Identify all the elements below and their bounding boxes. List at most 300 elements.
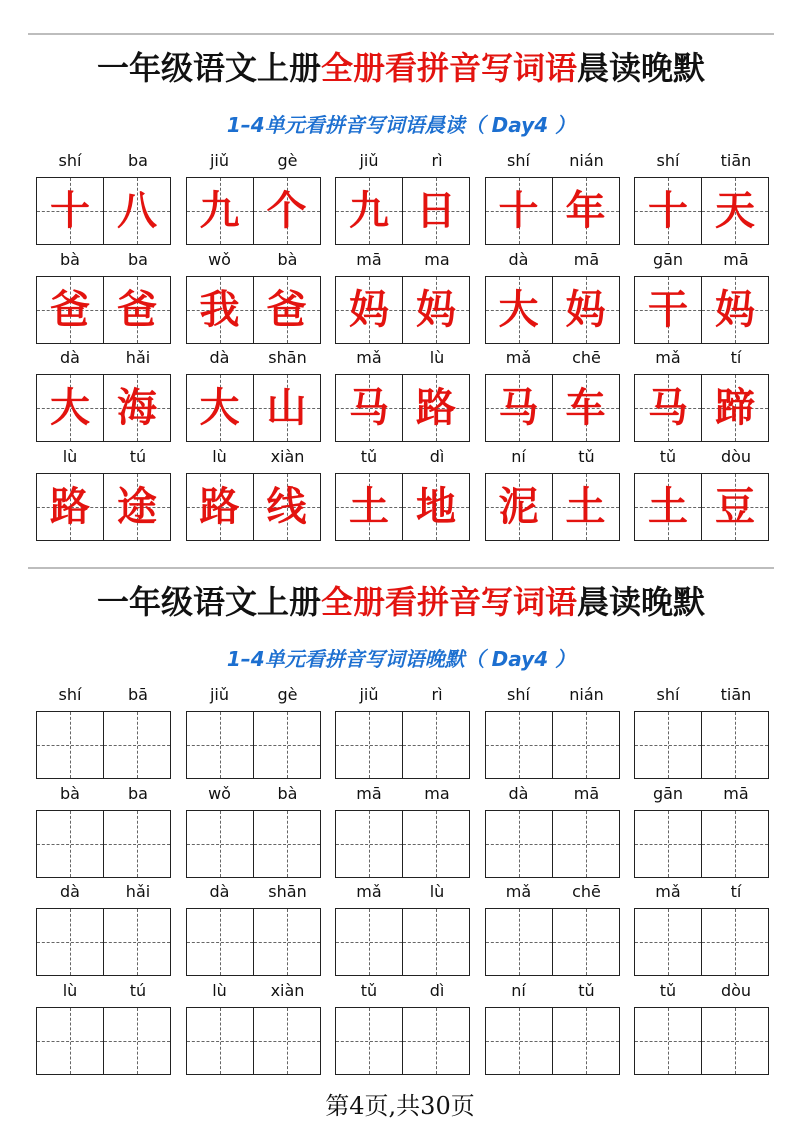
tianzi-cell[interactable] <box>186 810 254 878</box>
tianzi-cell[interactable] <box>103 908 171 976</box>
pinyin: dòu <box>720 980 752 1000</box>
tianzi-cell <box>36 374 104 442</box>
word-item <box>186 150 322 248</box>
pinyin: chē <box>572 882 601 901</box>
tianzi-cell <box>634 276 702 344</box>
pinyin-line <box>335 347 471 369</box>
hanzi <box>254 811 320 877</box>
pinyin: mā <box>573 249 600 269</box>
word-item <box>36 783 172 881</box>
pinyin-line <box>485 980 621 1002</box>
tianzi-boxes <box>335 374 471 442</box>
tianzi-cell[interactable] <box>701 1007 769 1075</box>
tianzi-boxes <box>335 177 471 245</box>
tianzi-cell <box>634 374 702 442</box>
pinyin: chē <box>572 348 601 367</box>
pinyin-line <box>485 783 621 805</box>
hanzi <box>104 909 170 975</box>
hanzi <box>403 909 469 975</box>
word-item <box>634 347 770 445</box>
tianzi-cell <box>335 276 403 344</box>
hanzi <box>336 909 402 975</box>
tianzi-cell <box>701 276 769 344</box>
hanzi <box>403 1008 469 1074</box>
tianzi-cell <box>552 473 620 541</box>
pinyin-line <box>634 249 770 271</box>
tianzi-cell <box>485 473 553 541</box>
pinyin: tú <box>129 980 147 1000</box>
pinyin: hǎi <box>125 348 151 367</box>
pinyin-line <box>36 684 172 706</box>
pinyin: jiǔ <box>359 685 379 704</box>
hanzi: 马 <box>648 384 688 431</box>
pinyin-line <box>485 446 621 468</box>
top-divider <box>28 34 774 35</box>
pinyin: dà <box>508 249 529 269</box>
word-row <box>36 684 770 782</box>
tianzi-cell[interactable] <box>335 1007 403 1075</box>
pinyin: mǎ <box>356 882 382 901</box>
hanzi <box>486 811 552 877</box>
tianzi-cell[interactable] <box>186 1007 254 1075</box>
pinyin: jiǔ <box>209 685 230 704</box>
pinyin-line <box>634 881 770 903</box>
tianzi-boxes <box>485 1007 621 1075</box>
tianzi-cell[interactable] <box>36 1007 104 1075</box>
pinyin: ba <box>128 249 148 269</box>
word-item <box>186 446 322 544</box>
pinyin-line <box>335 881 471 903</box>
tianzi-boxes <box>485 711 621 779</box>
tianzi-boxes <box>634 1007 770 1075</box>
hanzi: 干 <box>648 285 688 333</box>
pinyin-line <box>485 881 621 903</box>
pinyin-line <box>186 684 322 706</box>
pinyin: lù <box>62 446 78 466</box>
tianzi-boxes <box>335 276 471 344</box>
pinyin: mā <box>723 783 749 803</box>
tianzi-cell <box>253 473 321 541</box>
tianzi-cell[interactable] <box>253 711 321 779</box>
tianzi-cell[interactable] <box>485 711 553 779</box>
tianzi-cell[interactable] <box>634 810 702 878</box>
hanzi <box>336 811 402 877</box>
word-item <box>485 249 621 347</box>
tianzi-cell[interactable] <box>634 1007 702 1075</box>
tianzi-cell[interactable] <box>701 711 769 779</box>
title-part-2: 晨读晚默 <box>577 583 706 621</box>
tianzi-boxes <box>634 276 770 344</box>
pinyin: tiān <box>720 151 752 170</box>
word-item <box>335 783 471 881</box>
tianzi-cell <box>253 177 321 245</box>
word-item <box>36 980 172 1078</box>
hanzi <box>187 909 253 975</box>
word-item <box>634 881 770 979</box>
tianzi-cell <box>253 374 321 442</box>
tianzi-cell <box>701 177 769 245</box>
word-item <box>485 446 621 544</box>
word-row <box>36 347 770 445</box>
hanzi <box>553 1008 619 1074</box>
pinyin-line <box>335 783 471 805</box>
pinyin: mā <box>356 783 382 803</box>
hanzi: 妈 <box>715 285 755 333</box>
tianzi-cell[interactable] <box>485 908 553 976</box>
hanzi <box>702 811 768 877</box>
pinyin-line <box>186 347 322 369</box>
pinyin: dà <box>209 348 230 367</box>
bottom-divider <box>28 567 774 568</box>
pinyin: gān <box>652 783 684 803</box>
tianzi-cell[interactable] <box>186 711 254 779</box>
pinyin-line <box>485 150 621 172</box>
page-title <box>28 48 774 88</box>
tianzi-cell[interactable] <box>485 1007 553 1075</box>
tianzi-boxes <box>335 810 471 878</box>
word-row <box>36 783 770 881</box>
tianzi-cell <box>485 276 553 344</box>
pinyin: tí <box>730 348 742 367</box>
pinyin: dà <box>508 783 529 803</box>
tianzi-boxes <box>186 810 322 878</box>
word-item <box>634 249 770 347</box>
hanzi: 路 <box>199 482 240 530</box>
pinyin: gè <box>277 685 298 704</box>
word-item <box>36 150 172 248</box>
pinyin: mǎ <box>356 348 382 367</box>
hanzi <box>486 712 552 778</box>
hanzi: 我 <box>199 285 240 333</box>
pinyin-line <box>634 783 770 805</box>
tianzi-cell[interactable] <box>103 711 171 779</box>
word-item <box>634 783 770 881</box>
tianzi-boxes <box>186 276 322 344</box>
pinyin: gè <box>277 151 298 170</box>
pinyin: hǎi <box>125 882 151 901</box>
tianzi-boxes <box>335 908 471 976</box>
tianzi-cell[interactable] <box>186 908 254 976</box>
pinyin: tí <box>730 882 742 901</box>
pinyin: ní <box>511 980 526 1000</box>
tianzi-cell <box>103 374 171 442</box>
pinyin: bà <box>277 249 298 269</box>
hanzi <box>104 811 170 877</box>
tianzi-boxes <box>186 1007 322 1075</box>
pinyin: jiǔ <box>209 151 230 170</box>
page-title <box>28 582 774 622</box>
tianzi-cell[interactable] <box>335 711 403 779</box>
tianzi-boxes <box>36 908 172 976</box>
pinyin-line <box>36 150 172 172</box>
tianzi-boxes <box>186 374 322 442</box>
pinyin: shí <box>507 685 530 704</box>
tianzi-cell[interactable] <box>402 1007 470 1075</box>
hanzi <box>254 1008 320 1074</box>
pinyin: lù <box>212 980 227 1000</box>
hanzi: 八 <box>117 187 157 234</box>
hanzi <box>37 909 103 975</box>
tianzi-cell <box>552 276 620 344</box>
pinyin: wǒ <box>208 783 231 803</box>
hanzi: 爸 <box>117 285 157 333</box>
hanzi: 妈 <box>416 285 456 333</box>
section-subtitle: 1–4单元看拼音写词语晨读（ Day4 ） <box>226 113 576 137</box>
pinyin: nián <box>569 151 604 170</box>
pinyin: lù <box>429 882 445 901</box>
word-item <box>36 347 172 445</box>
hanzi: 十 <box>50 187 90 234</box>
pinyin-line <box>36 980 172 1002</box>
hanzi <box>635 811 701 877</box>
pinyin-line <box>485 347 621 369</box>
pinyin: nián <box>569 685 604 704</box>
tianzi-cell <box>186 374 254 442</box>
pinyin: mǎ <box>655 348 681 367</box>
tianzi-cell <box>552 374 620 442</box>
tianzi-boxes <box>634 177 770 245</box>
tianzi-boxes <box>36 177 172 245</box>
tianzi-cell[interactable] <box>103 810 171 878</box>
tianzi-cell[interactable] <box>36 711 104 779</box>
pinyin-line <box>335 684 471 706</box>
hanzi <box>702 909 768 975</box>
pinyin-line <box>186 783 322 805</box>
word-item <box>36 249 172 347</box>
hanzi: 途 <box>117 482 157 530</box>
tianzi-cell[interactable] <box>103 1007 171 1075</box>
pinyin-line <box>634 446 770 468</box>
tianzi-cell[interactable] <box>36 908 104 976</box>
tianzi-boxes <box>186 177 322 245</box>
tianzi-cell <box>634 473 702 541</box>
hanzi <box>104 712 170 778</box>
tianzi-cell[interactable] <box>552 711 620 779</box>
tianzi-cell <box>701 374 769 442</box>
hanzi: 车 <box>565 384 606 431</box>
pinyin: shí <box>58 151 82 170</box>
hanzi <box>336 1008 402 1074</box>
pinyin: dà <box>60 882 80 901</box>
tianzi-boxes <box>634 711 770 779</box>
tianzi-cell[interactable] <box>701 908 769 976</box>
hanzi <box>37 811 103 877</box>
tianzi-cell[interactable] <box>402 810 470 878</box>
tianzi-boxes <box>485 276 621 344</box>
pinyin: tǔ <box>578 980 595 1000</box>
tianzi-cell <box>186 276 254 344</box>
hanzi: 日 <box>416 187 456 234</box>
tianzi-cell[interactable] <box>485 810 553 878</box>
hanzi <box>104 1008 170 1074</box>
word-row <box>36 249 770 347</box>
title-part-1: 一年级语文上册 <box>96 583 321 621</box>
pinyin: rì <box>431 685 443 704</box>
tianzi-boxes <box>36 276 172 344</box>
pinyin: mǎ <box>505 882 532 901</box>
hanzi <box>254 712 320 778</box>
word-item <box>634 446 770 544</box>
hanzi: 线 <box>266 482 307 530</box>
hanzi <box>254 909 320 975</box>
tianzi-cell <box>186 473 254 541</box>
tianzi-boxes <box>36 711 172 779</box>
word-item <box>335 684 471 782</box>
pinyin-line <box>634 347 770 369</box>
word-item <box>335 150 471 248</box>
pinyin: mǎ <box>505 348 532 367</box>
pinyin: mǎ <box>655 882 681 901</box>
tianzi-cell <box>402 276 470 344</box>
hanzi <box>37 712 103 778</box>
top-divider <box>28 568 774 569</box>
tianzi-cell <box>402 374 470 442</box>
pinyin: dì <box>429 446 445 466</box>
hanzi: 大 <box>199 384 240 431</box>
pinyin: shí <box>507 151 530 170</box>
tianzi-boxes <box>36 473 172 541</box>
hanzi: 爸 <box>266 285 307 333</box>
tianzi-cell[interactable] <box>552 908 620 976</box>
pinyin-line <box>36 783 172 805</box>
word-item <box>186 684 322 782</box>
tianzi-cell <box>335 177 403 245</box>
tianzi-cell[interactable] <box>402 711 470 779</box>
tianzi-boxes <box>485 473 621 541</box>
pinyin: mā <box>356 249 382 269</box>
hanzi <box>486 1008 552 1074</box>
pinyin: ma <box>424 783 450 803</box>
tianzi-cell[interactable] <box>402 908 470 976</box>
hanzi: 十 <box>498 187 539 234</box>
pinyin: tú <box>129 446 147 466</box>
word-item <box>335 446 471 544</box>
hanzi <box>187 1008 253 1074</box>
pinyin: shí <box>656 151 680 170</box>
hanzi <box>37 1008 103 1074</box>
tianzi-cell[interactable] <box>634 711 702 779</box>
word-item <box>186 347 322 445</box>
word-item <box>335 881 471 979</box>
tianzi-boxes <box>186 473 322 541</box>
word-item <box>36 684 172 782</box>
hanzi: 妈 <box>565 285 606 333</box>
bottom-divider <box>28 33 774 34</box>
pinyin: rì <box>431 151 443 170</box>
hanzi: 天 <box>715 187 755 234</box>
tianzi-cell <box>103 177 171 245</box>
pinyin: shí <box>58 685 82 704</box>
pinyin-line <box>186 249 322 271</box>
hanzi: 土 <box>565 482 606 530</box>
tianzi-cell[interactable] <box>701 810 769 878</box>
tianzi-cell <box>552 177 620 245</box>
word-item <box>485 881 621 979</box>
hanzi <box>486 909 552 975</box>
tianzi-cell[interactable] <box>253 1007 321 1075</box>
pinyin: gān <box>652 249 684 269</box>
pinyin: bà <box>60 783 80 803</box>
pinyin: bā <box>128 685 148 704</box>
pinyin-line <box>335 150 471 172</box>
hanzi <box>635 909 701 975</box>
tianzi-cell <box>701 473 769 541</box>
tianzi-boxes <box>36 374 172 442</box>
word-item <box>634 150 770 248</box>
tianzi-cell[interactable] <box>253 810 321 878</box>
hanzi: 泥 <box>498 482 539 530</box>
pinyin: tǔ <box>360 446 378 466</box>
tianzi-cell[interactable] <box>335 810 403 878</box>
word-item <box>186 980 322 1078</box>
pinyin: bà <box>277 783 298 803</box>
tianzi-cell <box>335 473 403 541</box>
tianzi-cell <box>485 374 553 442</box>
tianzi-cell[interactable] <box>36 810 104 878</box>
pinyin-line <box>485 684 621 706</box>
hanzi: 大 <box>50 384 90 431</box>
pinyin-line <box>634 684 770 706</box>
hanzi: 九 <box>199 187 240 234</box>
tianzi-cell[interactable] <box>552 1007 620 1075</box>
tianzi-boxes <box>186 908 322 976</box>
pinyin-line <box>485 249 621 271</box>
hanzi <box>553 811 619 877</box>
hanzi: 蹄 <box>715 384 755 431</box>
tianzi-cell[interactable] <box>335 908 403 976</box>
hanzi <box>403 811 469 877</box>
pinyin-line <box>634 150 770 172</box>
word-item <box>335 980 471 1078</box>
title-part-1: 一年级语文上册 <box>96 49 321 87</box>
pinyin: dòu <box>720 446 752 466</box>
word-item <box>186 881 322 979</box>
word-item <box>36 881 172 979</box>
hanzi: 马 <box>498 384 539 431</box>
hanzi <box>336 712 402 778</box>
tianzi-cell[interactable] <box>634 908 702 976</box>
word-item <box>335 347 471 445</box>
hanzi <box>702 712 768 778</box>
pinyin-line <box>186 150 322 172</box>
hanzi: 十 <box>648 187 688 234</box>
tianzi-cell[interactable] <box>552 810 620 878</box>
tianzi-boxes <box>335 473 471 541</box>
hanzi <box>403 712 469 778</box>
pinyin: tǔ <box>578 446 595 466</box>
tianzi-boxes <box>36 810 172 878</box>
pinyin: mā <box>723 249 749 269</box>
title-part-highlight: 全册看拼音写词语 <box>320 583 577 621</box>
tianzi-cell[interactable] <box>253 908 321 976</box>
word-row <box>36 980 770 1078</box>
pinyin: bà <box>60 249 80 269</box>
hanzi: 路 <box>416 384 456 431</box>
pinyin: ní <box>511 446 526 466</box>
pinyin-line <box>335 249 471 271</box>
pinyin: jiǔ <box>359 151 379 170</box>
tianzi-boxes <box>36 1007 172 1075</box>
word-item <box>335 249 471 347</box>
word-item <box>485 783 621 881</box>
hanzi: 海 <box>117 384 157 431</box>
pinyin-line <box>186 446 322 468</box>
pinyin: lù <box>429 348 445 367</box>
word-row <box>36 881 770 979</box>
hanzi: 豆 <box>715 482 755 530</box>
pinyin: lù <box>62 980 78 1000</box>
section-subtitle: 1–4单元看拼音写词语晚默（ Day4 ） <box>226 647 576 671</box>
